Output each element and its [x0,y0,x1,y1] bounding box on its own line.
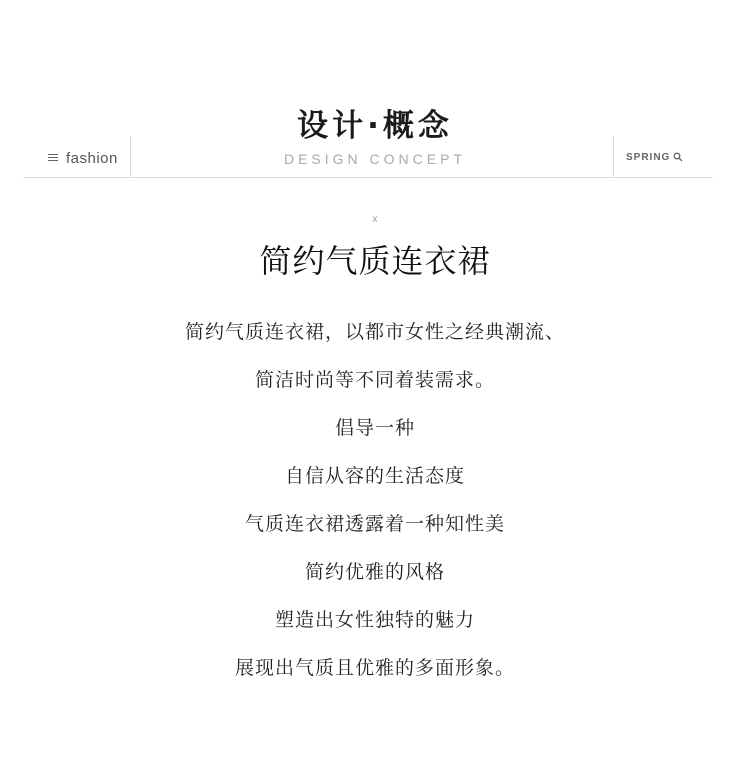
search-icon [673,152,683,162]
fashion-menu-button[interactable] [48,148,118,168]
right-divider [613,136,614,177]
description-line: 倡导一种 [334,417,415,439]
fashion-menu-label: fashion [66,149,118,167]
description-line: 自信从容的生活态度 [284,465,465,487]
description-line: 气质连衣裙透露着一种知性美 [244,513,505,535]
description-line: 展现出气质且优雅的多面形象。 [234,657,515,679]
description-line: 简约气质连衣裙，以都市女性之经典潮流、 [184,321,565,343]
description-line: 塑造出女性独特的魅力 [274,609,475,631]
header-divider [23,177,713,178]
description-line: 简约优雅的风格 [304,561,445,583]
description-line: 简洁时尚等不同着装需求。 [254,369,495,391]
description-list [0,317,750,701]
menu-icon [48,154,58,162]
section-marker: x [372,214,378,225]
page-title: 设计·概念 [297,108,453,144]
section-title: 简约气质连衣裙 [259,242,491,280]
spring-label: SPRING [626,151,671,163]
page-subtitle: DESIGN CONCEPT [283,151,466,167]
left-divider [130,136,131,177]
spring-search-button[interactable] [626,150,683,164]
